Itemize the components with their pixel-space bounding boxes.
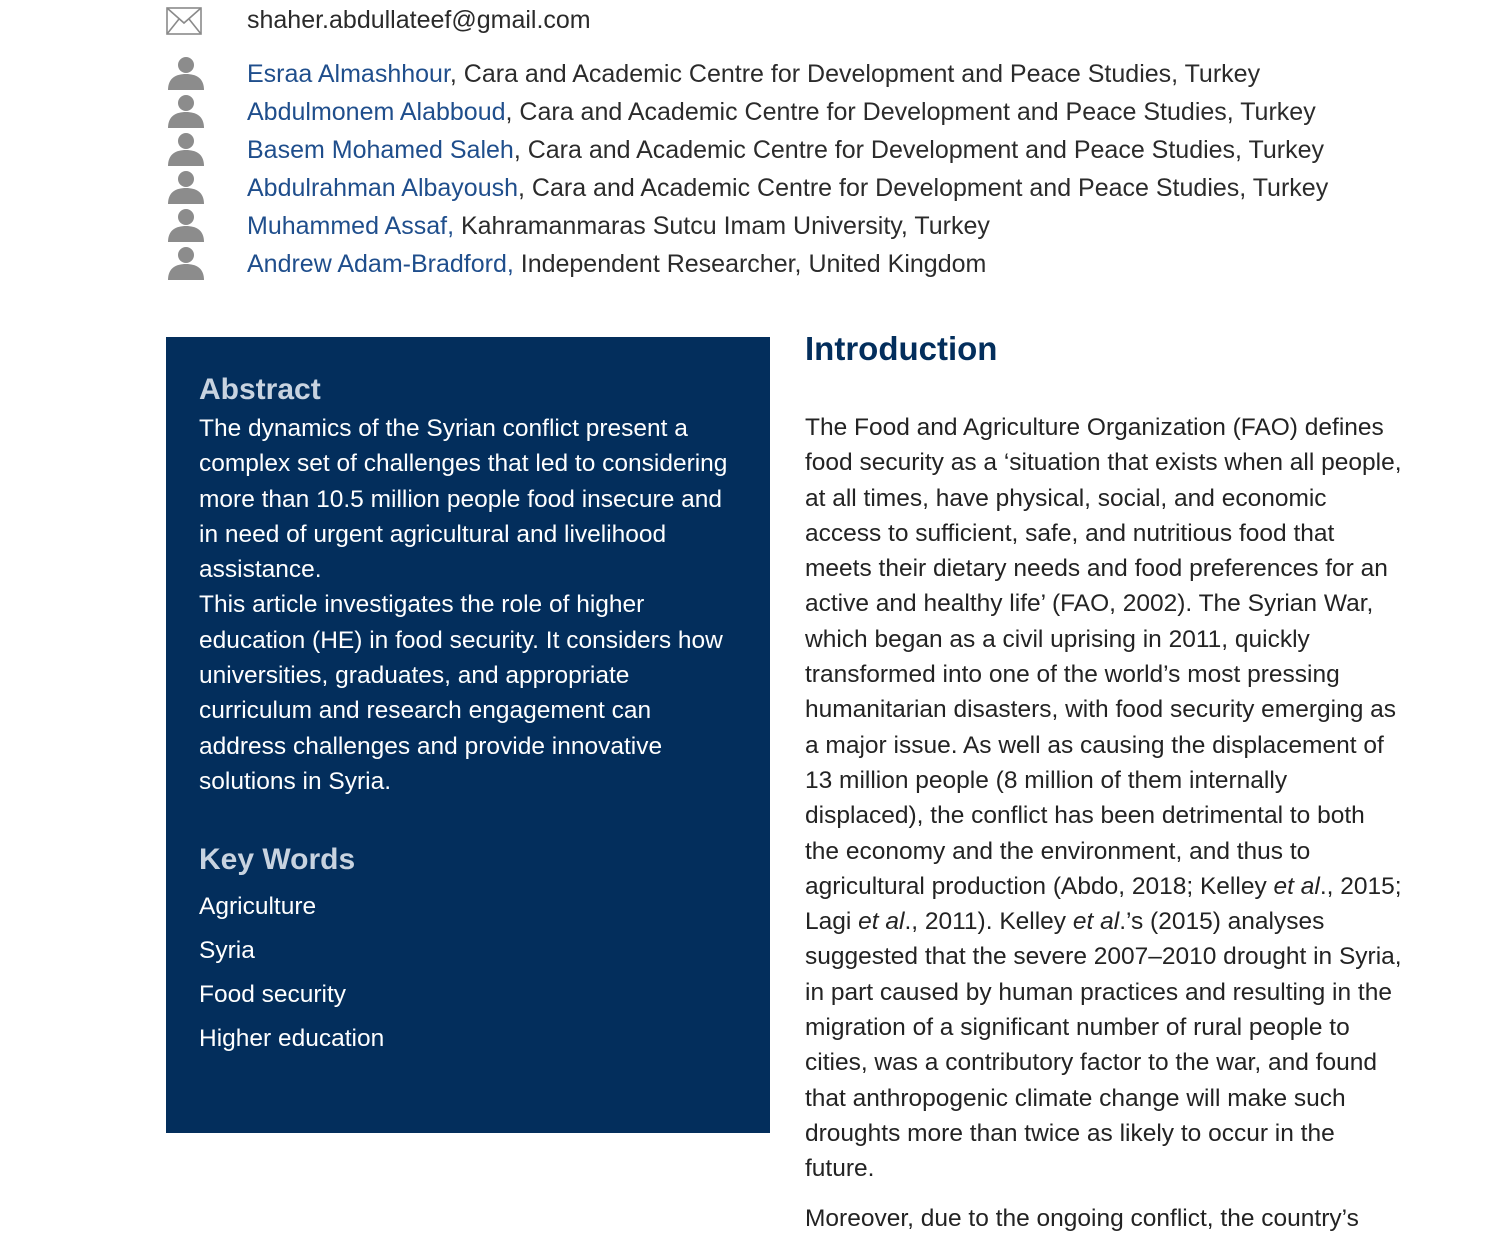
- abstract-box: [166, 337, 770, 1133]
- contact-email-row: [166, 4, 1066, 38]
- person-icon: [166, 94, 206, 133]
- introduction-section: [805, 330, 1405, 1250]
- person-icon: [166, 246, 206, 285]
- abstract-paragraph: This article investigates the role of higher education (HE) in food security. It considers how universities, graduates, and appropriate curriculum and research engagement can address challenges and provide innovative solutions in Syria.: [199, 591, 723, 795]
- author-entry: [166, 170, 1466, 208]
- person-icon: [166, 170, 206, 209]
- envelope-icon: [166, 7, 202, 40]
- introduction-heading: Introduction: [805, 330, 998, 367]
- author-affiliation: , Cara and Academic Centre for Development and Peace Studies, Turkey: [518, 174, 1329, 202]
- person-icon: [166, 56, 206, 95]
- author-affiliation: , Cara and Academic Centre for Development and Peace Studies, Turkey: [513, 136, 1324, 164]
- keywords-list: [199, 885, 739, 1061]
- contact-email[interactable]: shaher.abdullateef@gmail.com: [247, 6, 591, 34]
- introduction-paragraph: Moreover, due to the ongoing conflict, the country’s: [805, 1204, 1359, 1232]
- abstract-paragraph: The dynamics of the Syrian conflict present a complex set of challenges that led to considering more than 10.5 million people food insecure and in need of urgent agricultural and livelihood assistance.: [199, 415, 728, 584]
- keyword-item: Syria: [199, 937, 255, 965]
- author-name: Esraa Almashhour: [247, 60, 450, 88]
- author-affiliation: , Cara and Academic Centre for Development and Peace Studies, Turkey: [505, 98, 1316, 126]
- author-name: Basem Mohamed Saleh: [247, 136, 514, 164]
- person-icon: [166, 132, 206, 171]
- author-affiliation: , Cara and Academic Centre for Development and Peace Studies, Turkey: [449, 60, 1261, 88]
- person-icon: [166, 208, 206, 247]
- author-list: [166, 56, 1466, 284]
- author-name: Abdulrahman Albayoush: [247, 174, 519, 202]
- author-entry: [166, 208, 1466, 246]
- keywords-heading: Key Words: [199, 843, 356, 877]
- abstract-heading: Abstract: [199, 373, 321, 406]
- author-entry: [166, 56, 1466, 94]
- introduction-paragraph: The Food and Agriculture Organization (FAO) defines food security as a ‘situation that exists when all people, at all times, have physical, social, and economic access to sufficient, safe, and nutritious food that meets their dietary needs and food preferences for an active and healthy life’ (FAO, 2002). The Syrian War, which began as a civil uprising in 2011, quickly transformed into one of the world’s most pressing humanitarian disasters, with food security emerging as a major issue. As well as causing the displacement of 13 million people (8 million of them internally displaced), the conflict has been detrimental to both the economy and the environment, and thus to agricultural production (Abdo, 2018; Kelley et al., 2015; Lagi et al., 2011). Kelley et al.’s (2015) analyses suggested that the severe 2007–2010 drought in Syria, in part caused by human practices and resulting in the migration of a significant number of rural people to cities, was a contributory factor to the war, and found that anthropogenic climate change will make such droughts more than twice as likely to occur in the future.: [805, 414, 1402, 1183]
- keyword-item: Agriculture: [199, 893, 317, 921]
- author-name: Muhammed Assaf,: [247, 212, 455, 240]
- author-name: Andrew Adam-Bradford,: [247, 250, 514, 278]
- author-entry: [166, 246, 1466, 284]
- keyword-item: Higher education: [199, 1025, 385, 1053]
- author-entry: [166, 132, 1466, 170]
- keyword-item: Food security: [199, 981, 347, 1009]
- author-name: Abdulmonem Alabboud: [247, 98, 506, 126]
- author-affiliation: Kahramanmaras Sutcu Imam University, Turkey: [454, 212, 990, 240]
- abstract-body: [199, 411, 739, 799]
- author-affiliation: Independent Researcher, United Kingdom: [513, 250, 987, 278]
- author-entry: [166, 94, 1466, 132]
